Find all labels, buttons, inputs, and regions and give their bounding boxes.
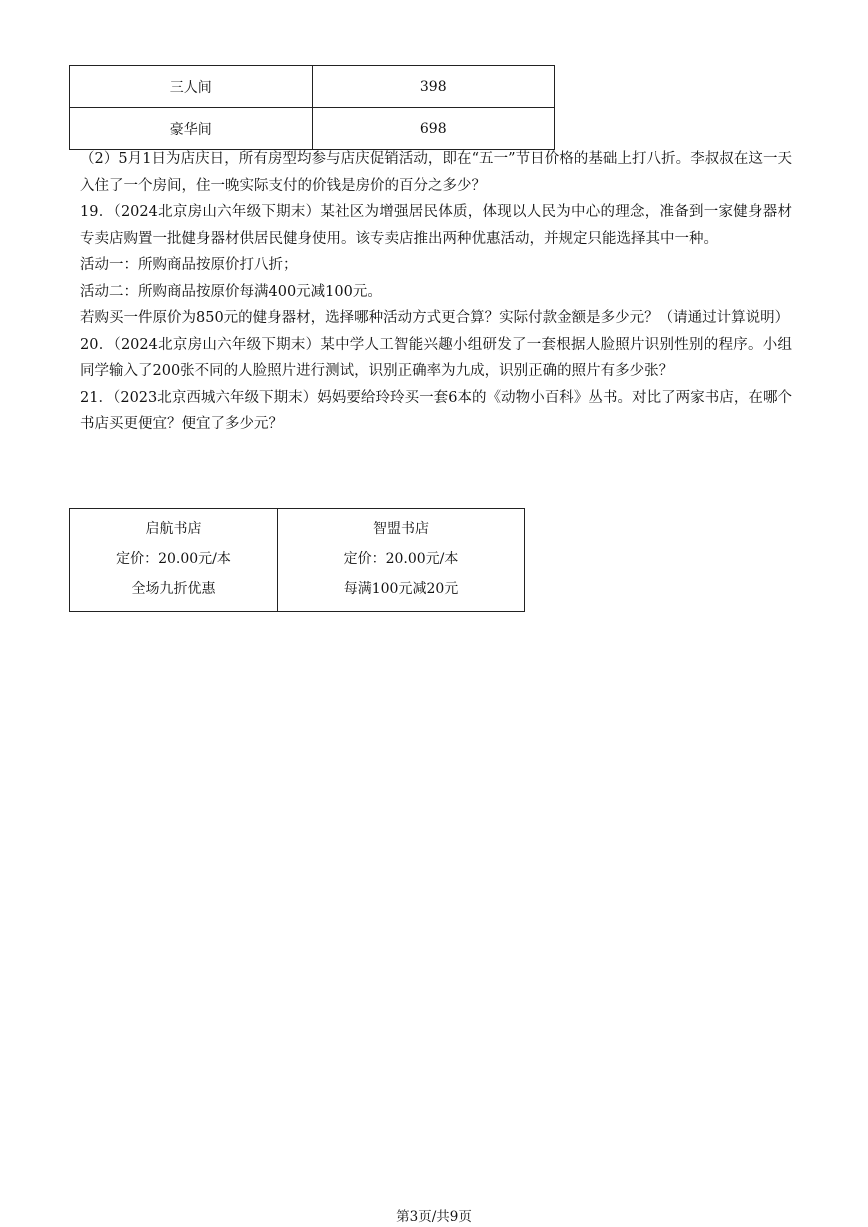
bookstore-table [69,508,525,612]
question-block [80,146,792,438]
page-number: 第3页/共9页 [396,1209,472,1225]
bookstore-name: 智盟书店 [373,521,429,537]
bookstore-cell-zhimeng [278,509,525,612]
room-type-cell: 豪华间 [70,108,313,150]
bookstore-price: 定价：20.00元/本 [343,551,459,567]
table-row [70,509,525,612]
question-18-part-2: （2）5月1日为店庆日，所有房型均参与店庆促销活动，即在“五一”节日价格的基础上打八折。李叔叔在这一天入住了一个房间，住一晚实际支付的价钱是房价的百分之多少？ [80,151,792,194]
bookstore-offer: 每满100元减20元 [343,581,459,597]
question-20: 20．（2024北京房山六年级下期末）某中学人工智能兴趣小组研发了一套根据人脸照片识别性别的程序。小组同学输入了200张不同的人脸照片进行测试，识别正确率为九成，识别正确的照片有多少张？ [80,336,792,379]
question-19-intro: 19．（2024北京房山六年级下期末）某社区为增强居民体质，体现以人民为中心的理念，准备到一家健身器材专卖店购置一批健身器材供居民健身使用。该专卖店推出两种优惠活动，并规定只能选择其中一种。 [80,204,792,247]
bookstore-offer: 全场九折优惠 [131,581,216,597]
bookstore-cell-qihang [70,509,278,612]
question-19-activity-1: 活动一：所购商品按原价打八折； [80,257,298,273]
question-19-question: 若购买一件原价为850元的健身器材，选择哪种活动方式更合算？实际付款金额是多少元？（请通过计算说明） [80,310,790,326]
bookstore-price: 定价：20.00元/本 [116,551,231,567]
room-type-cell: 三人间 [70,66,313,108]
question-19-activity-2: 活动二：所购商品按原价每满400元减100元。 [80,283,382,300]
table-row [70,108,555,150]
room-price-cell: 398 [312,66,555,108]
table-row [70,66,555,108]
question-21: 21．（2023北京西城六年级下期末）妈妈要给玲玲买一套6本的《动物小百科》丛书。对比了两家书店，在哪个书店买更便宜？便宜了多少元？ [80,389,792,432]
room-price-cell: 698 [312,108,555,150]
room-price-table [69,65,555,150]
bookstore-name: 启航书店 [145,521,202,537]
